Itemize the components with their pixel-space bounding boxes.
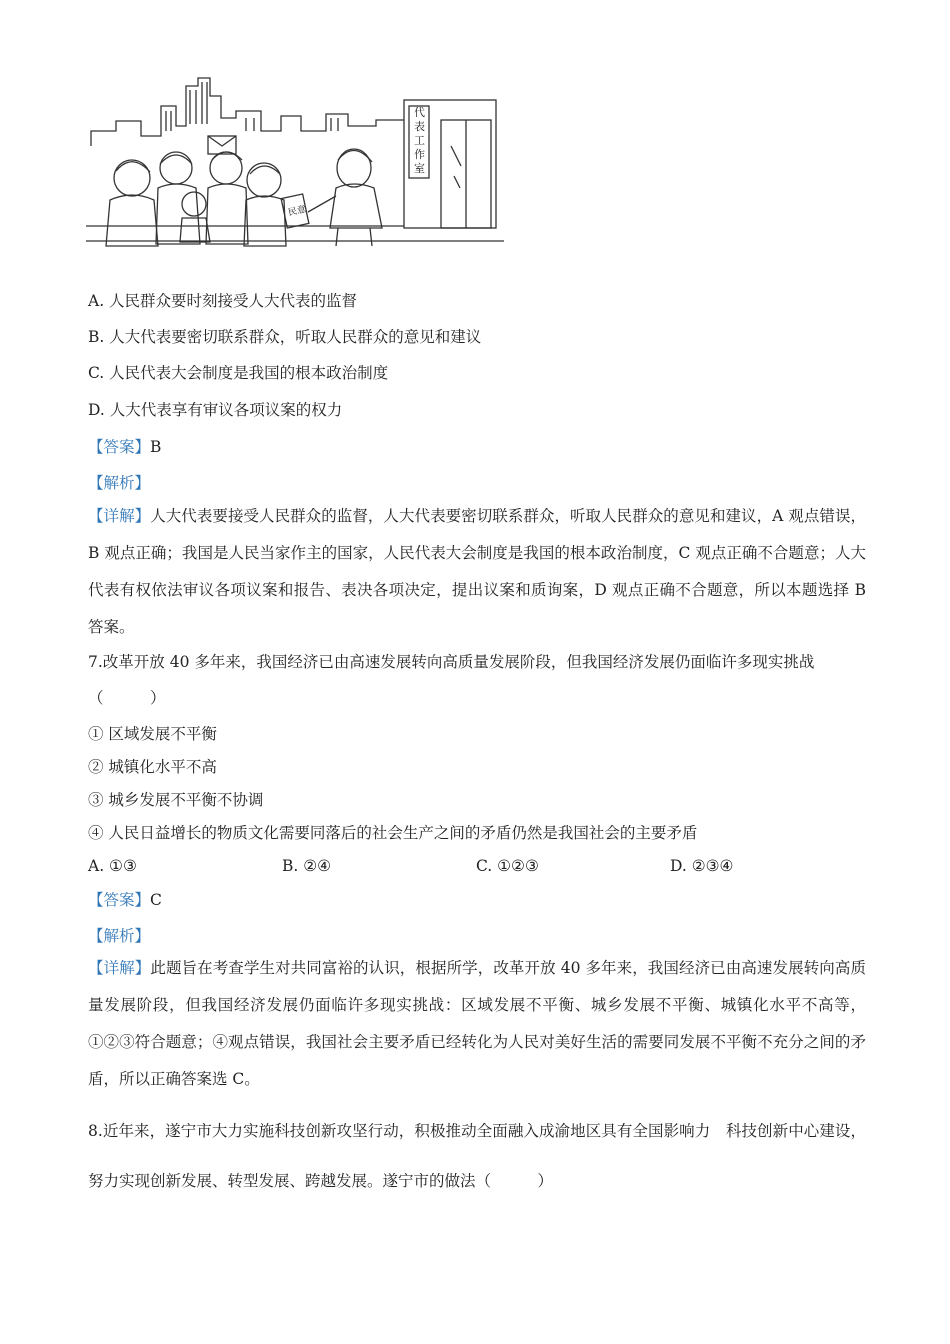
q7-statement-1: ① 区域发展不平衡 [88,725,217,743]
q6-option-d: D. 人大代表享有审议各项议案的权力 [88,401,343,419]
office-sign: 代表工作室 [414,107,425,175]
q7-detail-tag: 【详解】 [88,959,151,977]
q6-analysis-tag: 【解析】 [88,474,151,492]
q7-detail-text: 此题旨在考查学生对共同富裕的认识，根据所学，改革开放 40 多年来，我国经济已由高速发展转向高质量发展阶段，但我国经济发展仍面临许多现实挑战：区域发展不平衡、城乡发展不平衡、城镇化水平不高等，①②③符合题意；④观点错误，我国社会主要矛盾已经转化为人民对美好生活的需要同发展不平衡不充分之间的矛盾，所以正确答案选 C。 [88,959,866,1088]
q7-choice-b: B. ②④ [282,857,332,875]
q8-stem: 8.近年来，遂宁市大力实施科技创新攻坚行动，积极推动全面融入成渝地区具有全国影响力 科技创新中心建设，努力实现创新发展、转型发展、跨越发展。遂宁市的做法（ ） [88,1122,866,1190]
q6-detail-tag: 【详解】 [88,507,151,525]
q6-answer-tag: 【答案】 [88,438,151,456]
q6-option-c: C. 人民代表大会制度是我国的根本政治制度 [88,364,389,382]
q7-choice-c: C. ①②③ [476,857,539,875]
q7-analysis [88,926,150,946]
q7-statement-4: ④ 人民日益增长的物质文化需要同落后的社会生产之间的矛盾仍然是我国社会的主要矛盾 [88,824,698,842]
q7-choice-d: D. ②③④ [670,857,734,875]
q6-detail [88,498,866,646]
q7-answer-tag: 【答案】 [88,891,151,909]
q7-statement-2: ② 城镇化水平不高 [88,758,217,776]
q6-option-a: A. 人民群众要时刻接受人大代表的监督 [88,292,358,310]
q7-stem-line2: （ ） [88,689,166,707]
paper-label: 民意 [287,203,307,218]
q6-option-b: B. 人大代表要密切联系群众，听取人民群众的意见和建议 [88,328,482,346]
q7-choice-a: A. ①③ [88,857,137,875]
q7-answer [88,890,162,910]
cartoon-illustration [86,76,504,250]
q6-answer-value: B [150,438,162,456]
q6-answer [88,437,161,457]
q6-analysis [88,473,150,493]
q7-analysis-tag: 【解析】 [88,927,151,945]
q7-answer-value: C [150,891,162,909]
q7-statement-3: ③ 城乡发展不平衡不协调 [88,791,264,809]
q6-detail-text: 人大代表要接受人民群众的监督，人大代表要密切联系群众，听取人民群众的意见和建议，A 观点错误，B 观点正确；我国是人民当家作主的国家，人民代表大会制度是我国的根本政治制度，C 观点正确不合题意；人大代表有权依法审议各项议案和报告、表决各项决定，提出议案和质询案，D 观点正确不合题意，所以本题选择 B 答案。 [88,507,866,636]
q7-stem-line1: 7.改革开放 40 多年来，我国经济已由高速发展转向高质量发展阶段，但我国经济发展仍面临许多现实挑战 [88,653,815,671]
q7-detail [88,950,866,1098]
